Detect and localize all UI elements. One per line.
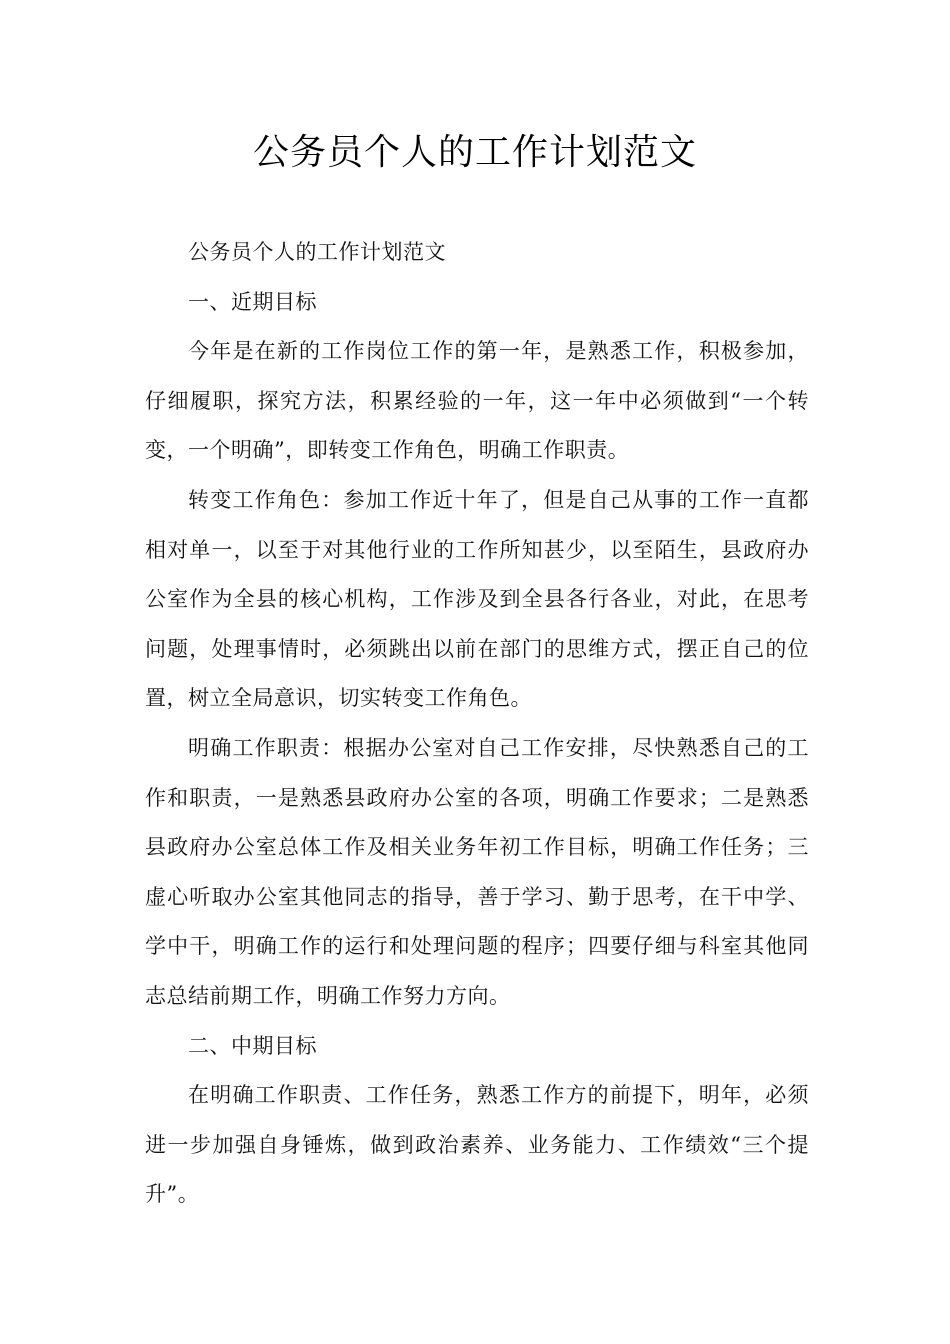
paragraph-short-term-intro: 今年是在新的工作岗位工作的第一年，是熟悉工作，积极参加，仔细履职，探究方法，积累经验的一年，这一年中必须做到“一个转变，一个明确”，即转变工作角色，明确工作职责。 — [145, 339, 809, 463]
paragraph-duty-clarify: 明确工作职责：根据办公室对自己工作安排，尽快熟悉自己的工作和职责，一是熟悉县政府办公室的各项，明确工作要求；二是熟悉县政府办公室总体工作及相关业务年初工作目标，明确工作任务；三虚心听取办公室其他同志的指导，善于学习、勤于思考，在干中学、学中干，明确工作的运行和处理问题的程序；四要仔细与科室其他同志总结前期工作，明确工作努力方向。 — [145, 735, 809, 1008]
document-title: 公务员个人的工作计划范文 — [252, 132, 697, 173]
section-heading-short-term: 一、近期目标 — [188, 289, 318, 314]
document-body — [145, 228, 809, 1220]
paragraph-subtitle: 公务员个人的工作计划范文 — [188, 240, 447, 264]
paragraph-role-change: 转变工作角色：参加工作近十年了，但是自己从事的工作一直都相对单一，以至于对其他行业的工作所知甚少，以至陌生，县政府办公室作为全县的核心机构，工作涉及到全县各行各业，对此，在思考问题，处理事情时，必须跳出以前在部门的思维方式，摆正自己的位置，树立全局意识，切实转变工作角色。 — [145, 487, 809, 711]
paragraph-mid-term: 在明确工作职责、工作任务，熟悉工作方的前提下，明年，必须进一步加强自身锤炼，做到政治素养、业务能力、工作绩效“三个提升”。 — [145, 1083, 809, 1207]
section-heading-mid-term: 二、中期目标 — [188, 1033, 318, 1058]
